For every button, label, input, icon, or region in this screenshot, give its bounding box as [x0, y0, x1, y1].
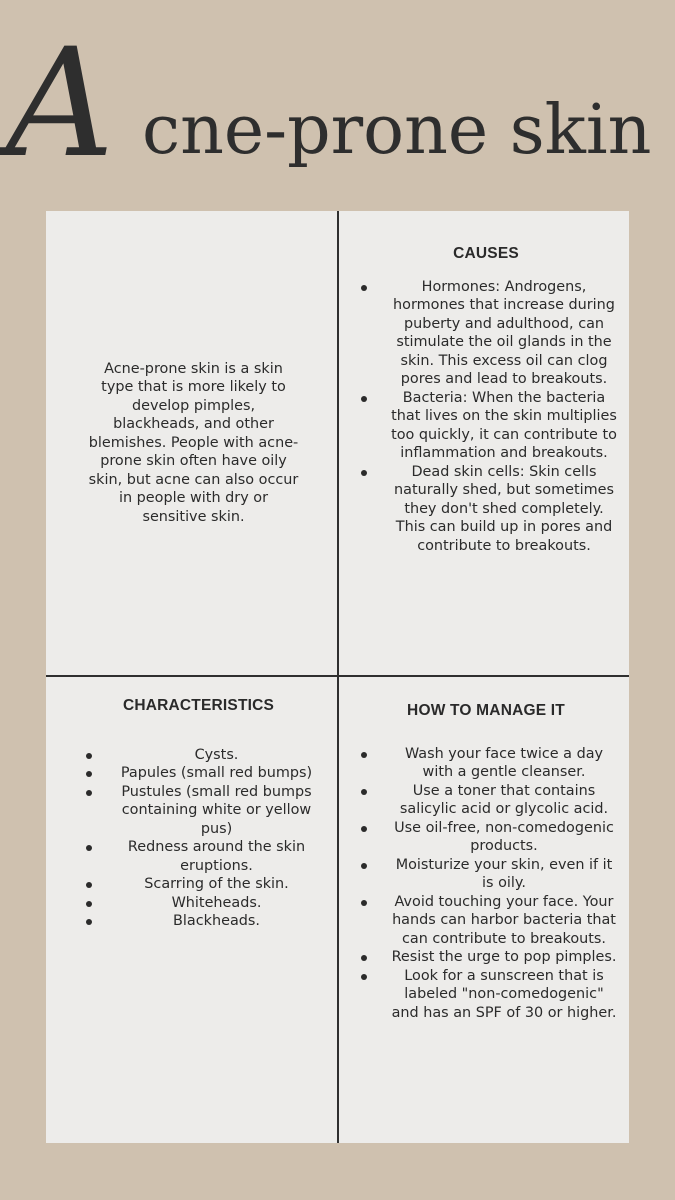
causes-item-text: Dead skin cells: Skin cells naturally shed, but sometimes they don't shed completely. This can build up in pores and contribute to breakouts. — [394, 463, 614, 554]
bullet-icon — [86, 771, 92, 777]
list-item — [351, 893, 621, 949]
page-title — [0, 17, 675, 200]
bullet-icon — [361, 789, 367, 795]
characteristics-item-text: Redness around the skin eruptions. — [127, 839, 306, 874]
title-text: cne-prone skin — [142, 91, 652, 170]
manage-item-text: Resist the urge to pop pimples. — [391, 949, 617, 965]
bullet-icon — [361, 752, 367, 758]
characteristics-item-text: Pustules (small red bumps containing white or yellow pus) — [121, 783, 312, 837]
characteristics-item-text: Scarring of the skin. — [144, 876, 289, 892]
list-item — [351, 745, 621, 782]
intro-cell — [46, 211, 337, 675]
bullet-icon — [361, 900, 367, 906]
title-initial-letter: A — [6, 17, 115, 191]
bullet-icon — [361, 955, 367, 961]
info-grid — [46, 211, 629, 1143]
characteristics-list — [76, 746, 321, 931]
characteristics-item-text: Blackheads. — [173, 913, 260, 929]
manage-item-text: Look for a sunscreen that is labeled "non-comedogenic" and has an SPF of 30 or higher. — [391, 967, 617, 1021]
list-item — [351, 782, 621, 819]
list-item — [351, 948, 621, 967]
bullet-icon — [86, 753, 92, 759]
bullet-icon — [86, 919, 92, 925]
list-item — [351, 278, 621, 389]
list-item — [76, 875, 321, 894]
causes-item-text: Bacteria: When the bacteria that lives on the skin multiplies too quickly, it can contribute to inflammation and breakouts. — [391, 389, 617, 461]
bullet-icon — [86, 882, 92, 888]
list-item — [351, 819, 621, 856]
manage-list — [351, 745, 621, 1023]
characteristics-heading: CHARACTERISTICS — [122, 697, 275, 714]
bullet-icon — [361, 285, 367, 291]
list-item — [76, 764, 321, 783]
manage-heading: HOW TO MANAGE IT — [407, 702, 565, 719]
bullet-icon — [86, 901, 92, 907]
bullet-icon — [361, 826, 367, 832]
manage-item-text: Use oil-free, non-comedogenic products. — [394, 819, 614, 854]
list-item — [351, 463, 621, 556]
list-item — [76, 746, 321, 765]
causes-heading: CAUSES — [453, 245, 519, 262]
manage-item-text: Use a toner that contains salicylic acid or glycolic acid. — [399, 782, 609, 817]
characteristics-cell — [46, 677, 337, 1143]
intro-text: Acne-prone skin is a skin type that is more likely to develop pimples, blackheads, and other blemishes. People with acne-prone skin often have oily skin, but acne can also occur in people with dry or sensitive skin. — [88, 360, 299, 525]
characteristics-item-text: Whiteheads. — [171, 894, 262, 911]
characteristics-item-text: Papules (small red bumps) — [120, 765, 313, 781]
bullet-icon — [361, 863, 367, 869]
causes-item-text: Hormones: Androgens, hormones that increase during puberty and adulthood, can stimulate the oil glands in the skin. This excess oil can clog pores and lead to breakouts. — [393, 278, 615, 387]
manage-item-text: Wash your face twice a day with a gentle cleanser. — [404, 745, 604, 780]
list-item — [76, 894, 321, 913]
bullet-icon — [86, 790, 92, 796]
list-item — [351, 856, 621, 893]
manage-item-text: Moisturize your skin, even if it is oily. — [395, 856, 613, 891]
bullet-icon — [361, 396, 367, 402]
list-item — [76, 912, 321, 931]
manage-item-text: Avoid touching your face. Your hands can harbor bacteria that can contribute to breakouts. — [392, 893, 616, 947]
causes-list — [351, 278, 621, 556]
causes-cell — [339, 211, 629, 675]
list-item — [76, 783, 321, 839]
bullet-icon — [86, 845, 92, 851]
bullet-icon — [361, 470, 367, 476]
list-item — [351, 389, 621, 463]
manage-cell — [339, 677, 629, 1143]
list-item — [76, 838, 321, 875]
bullet-icon — [361, 974, 367, 980]
list-item — [351, 967, 621, 1023]
characteristics-item-text: Cysts. — [194, 746, 239, 763]
